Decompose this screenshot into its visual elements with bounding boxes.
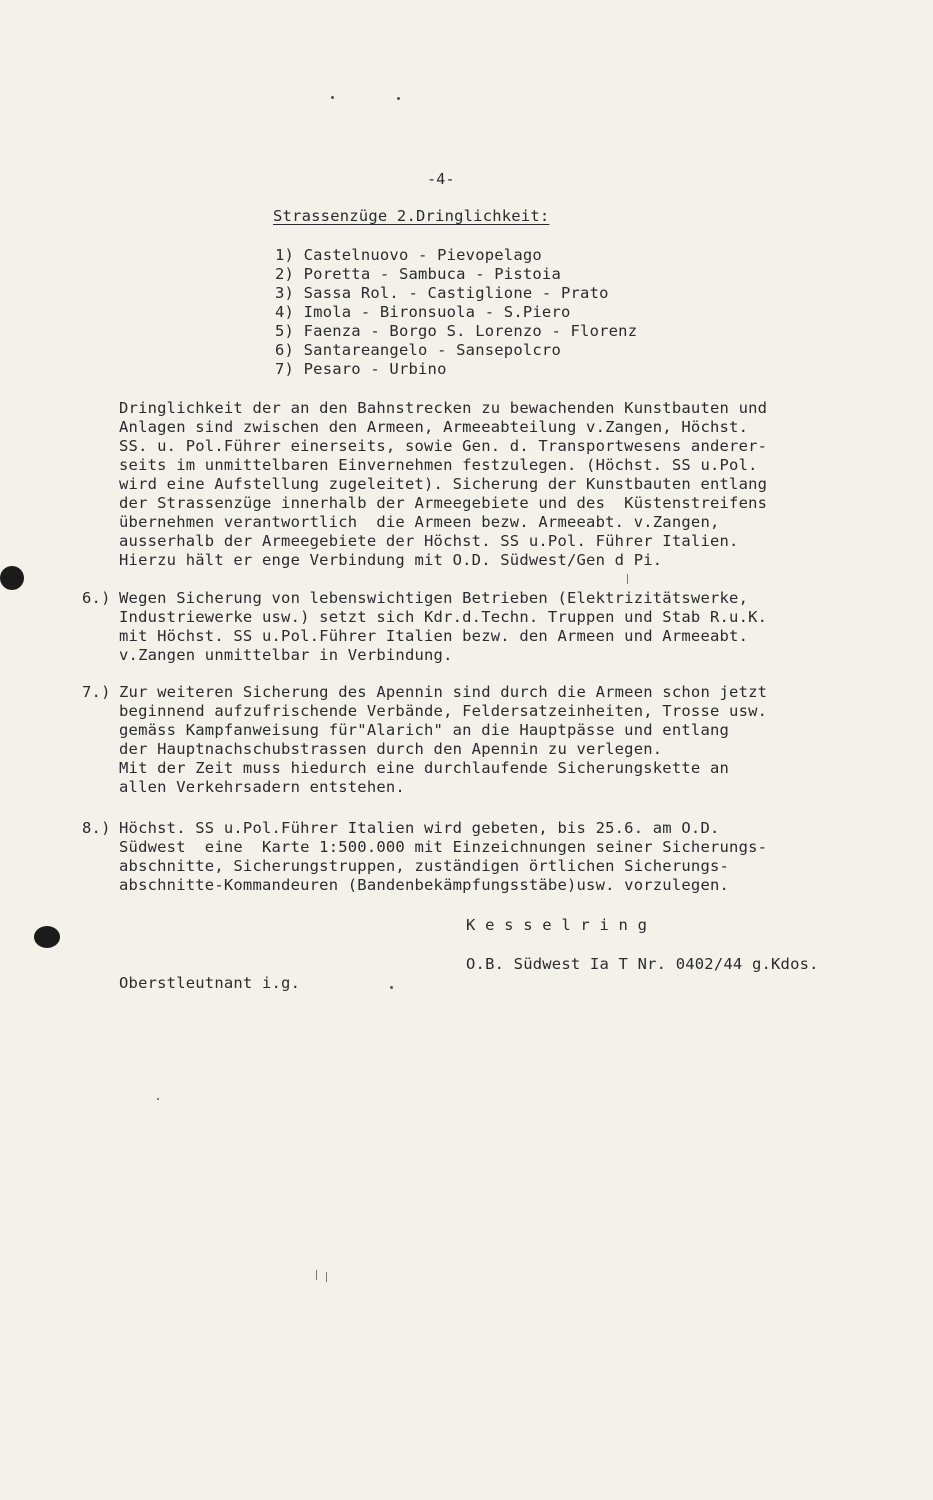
punch-hole-top <box>0 566 24 590</box>
paragraph-line: übernehmen verantwortlich die Armeen bezw. Armeeabt. v.Zangen, <box>119 513 720 531</box>
route-number: 1) <box>275 246 295 264</box>
item-line: abschnitte, Sicherungstruppen, zuständigen örtlichen Sicherungs- <box>119 857 730 875</box>
reference-number: O.B. Südwest Ia T Nr. 0402/44 g.Kdos. <box>466 955 819 973</box>
punch-hole-bottom <box>34 926 60 948</box>
route-item <box>275 284 609 304</box>
paper-mark <box>627 574 628 584</box>
paragraph-line: SS. u. Pol.Führer einerseits, sowie Gen. d. Transportwesens anderer- <box>119 437 768 455</box>
paragraph-line: Anlagen sind zwischen den Armeen, Armeeabteilung v.Zangen, Höchst. <box>119 418 749 436</box>
route-number: 7) <box>275 360 295 378</box>
route-number: 4) <box>275 303 295 321</box>
section-heading: Strassenzüge 2.Dringlichkeit: <box>273 207 550 225</box>
paragraph-line: wird eine Aufstellung zugeleitet). Sicherung der Kunstbauten entlang <box>119 475 768 493</box>
item-line: Südwest eine Karte 1:500.000 mit Einzeichnungen seiner Sicherungs- <box>119 838 768 856</box>
item-number: 8.) <box>82 819 111 837</box>
paper-speck <box>331 96 334 99</box>
route-text: Castelnuovo - Pievopelago <box>303 246 542 264</box>
paper-speck <box>390 986 393 989</box>
route-number: 6) <box>275 341 295 359</box>
item-line: beginnend aufzufrischende Verbände, Feldersatzeinheiten, Trosse usw. <box>119 702 768 720</box>
item-line: mit Höchst. SS u.Pol.Führer Italien bezw. den Armeen und Armeeabt. <box>119 627 749 645</box>
route-item <box>275 265 561 285</box>
route-item <box>275 303 571 323</box>
paper-mark <box>316 1270 317 1280</box>
item-line: Industriewerke usw.) setzt sich Kdr.d.Techn. Truppen und Stab R.u.K. <box>119 608 768 626</box>
route-text: Santareangelo - Sansepolcro <box>303 341 561 359</box>
paragraph-line: ausserhalb der Armeegebiete der Höchst. SS u.Pol. Führer Italien. <box>119 532 739 550</box>
signature-name: K e s s e l r i n g <box>466 916 648 934</box>
paper-mark <box>326 1272 327 1282</box>
paragraph-line: Hierzu hält er enge Verbindung mit O.D. Südwest/Gen d Pi. <box>119 551 663 569</box>
paragraph-line: der Strassenzüge innerhalb der Armeegebiete und des Küstenstreifens <box>119 494 768 512</box>
item-line: Mit der Zeit muss hiedurch eine durchlaufende Sicherungskette an <box>119 759 730 777</box>
route-item <box>275 341 561 361</box>
item-line: v.Zangen unmittelbar in Verbindung. <box>119 646 453 664</box>
paragraph-line: Dringlichkeit der an den Bahnstrecken zu bewachenden Kunstbauten und <box>119 399 768 417</box>
item-line: der Hauptnachschubstrassen durch den Apennin zu verlegen. <box>119 740 663 758</box>
item-line: abschnitte-Kommandeuren (Bandenbekämpfungsstäbe)usw. vorzulegen. <box>119 876 730 894</box>
route-text: Faenza - Borgo S. Lorenzo - Florenz <box>303 322 638 340</box>
route-text: Pesaro - Urbino <box>303 360 447 378</box>
route-text: Poretta - Sambuca - Pistoia <box>303 265 561 283</box>
route-text: Sassa Rol. - Castiglione - Prato <box>303 284 609 302</box>
route-number: 5) <box>275 322 295 340</box>
item-number: 6.) <box>82 589 111 607</box>
page-number: -4- <box>427 170 455 188</box>
item-line: Wegen Sicherung von lebenswichtigen Betrieben (Elektrizitätswerke, <box>119 589 749 607</box>
item-line: Zur weiteren Sicherung des Apennin sind durch die Armeen schon jetzt <box>119 683 768 701</box>
item-line: gemäss Kampfanweisung für"Alarich" an die Hauptpässe und entlang <box>119 721 730 739</box>
item-number: 7.) <box>82 683 111 701</box>
signatory-rank: Oberstleutnant i.g. <box>119 974 301 992</box>
item-line: Höchst. SS u.Pol.Führer Italien wird gebeten, bis 25.6. am O.D. <box>119 819 720 837</box>
route-item <box>275 246 542 266</box>
route-item <box>275 360 447 380</box>
route-number: 2) <box>275 265 295 283</box>
paper-speck <box>157 1098 159 1100</box>
paper-speck <box>397 97 400 100</box>
paragraph-line: seits im unmittelbaren Einvernehmen festzulegen. (Höchst. SS u.Pol. <box>119 456 758 474</box>
route-number: 3) <box>275 284 295 302</box>
item-line: allen Verkehrsadern entstehen. <box>119 778 405 796</box>
route-item <box>275 322 637 342</box>
route-text: Imola - Bironsuola - S.Piero <box>303 303 571 321</box>
